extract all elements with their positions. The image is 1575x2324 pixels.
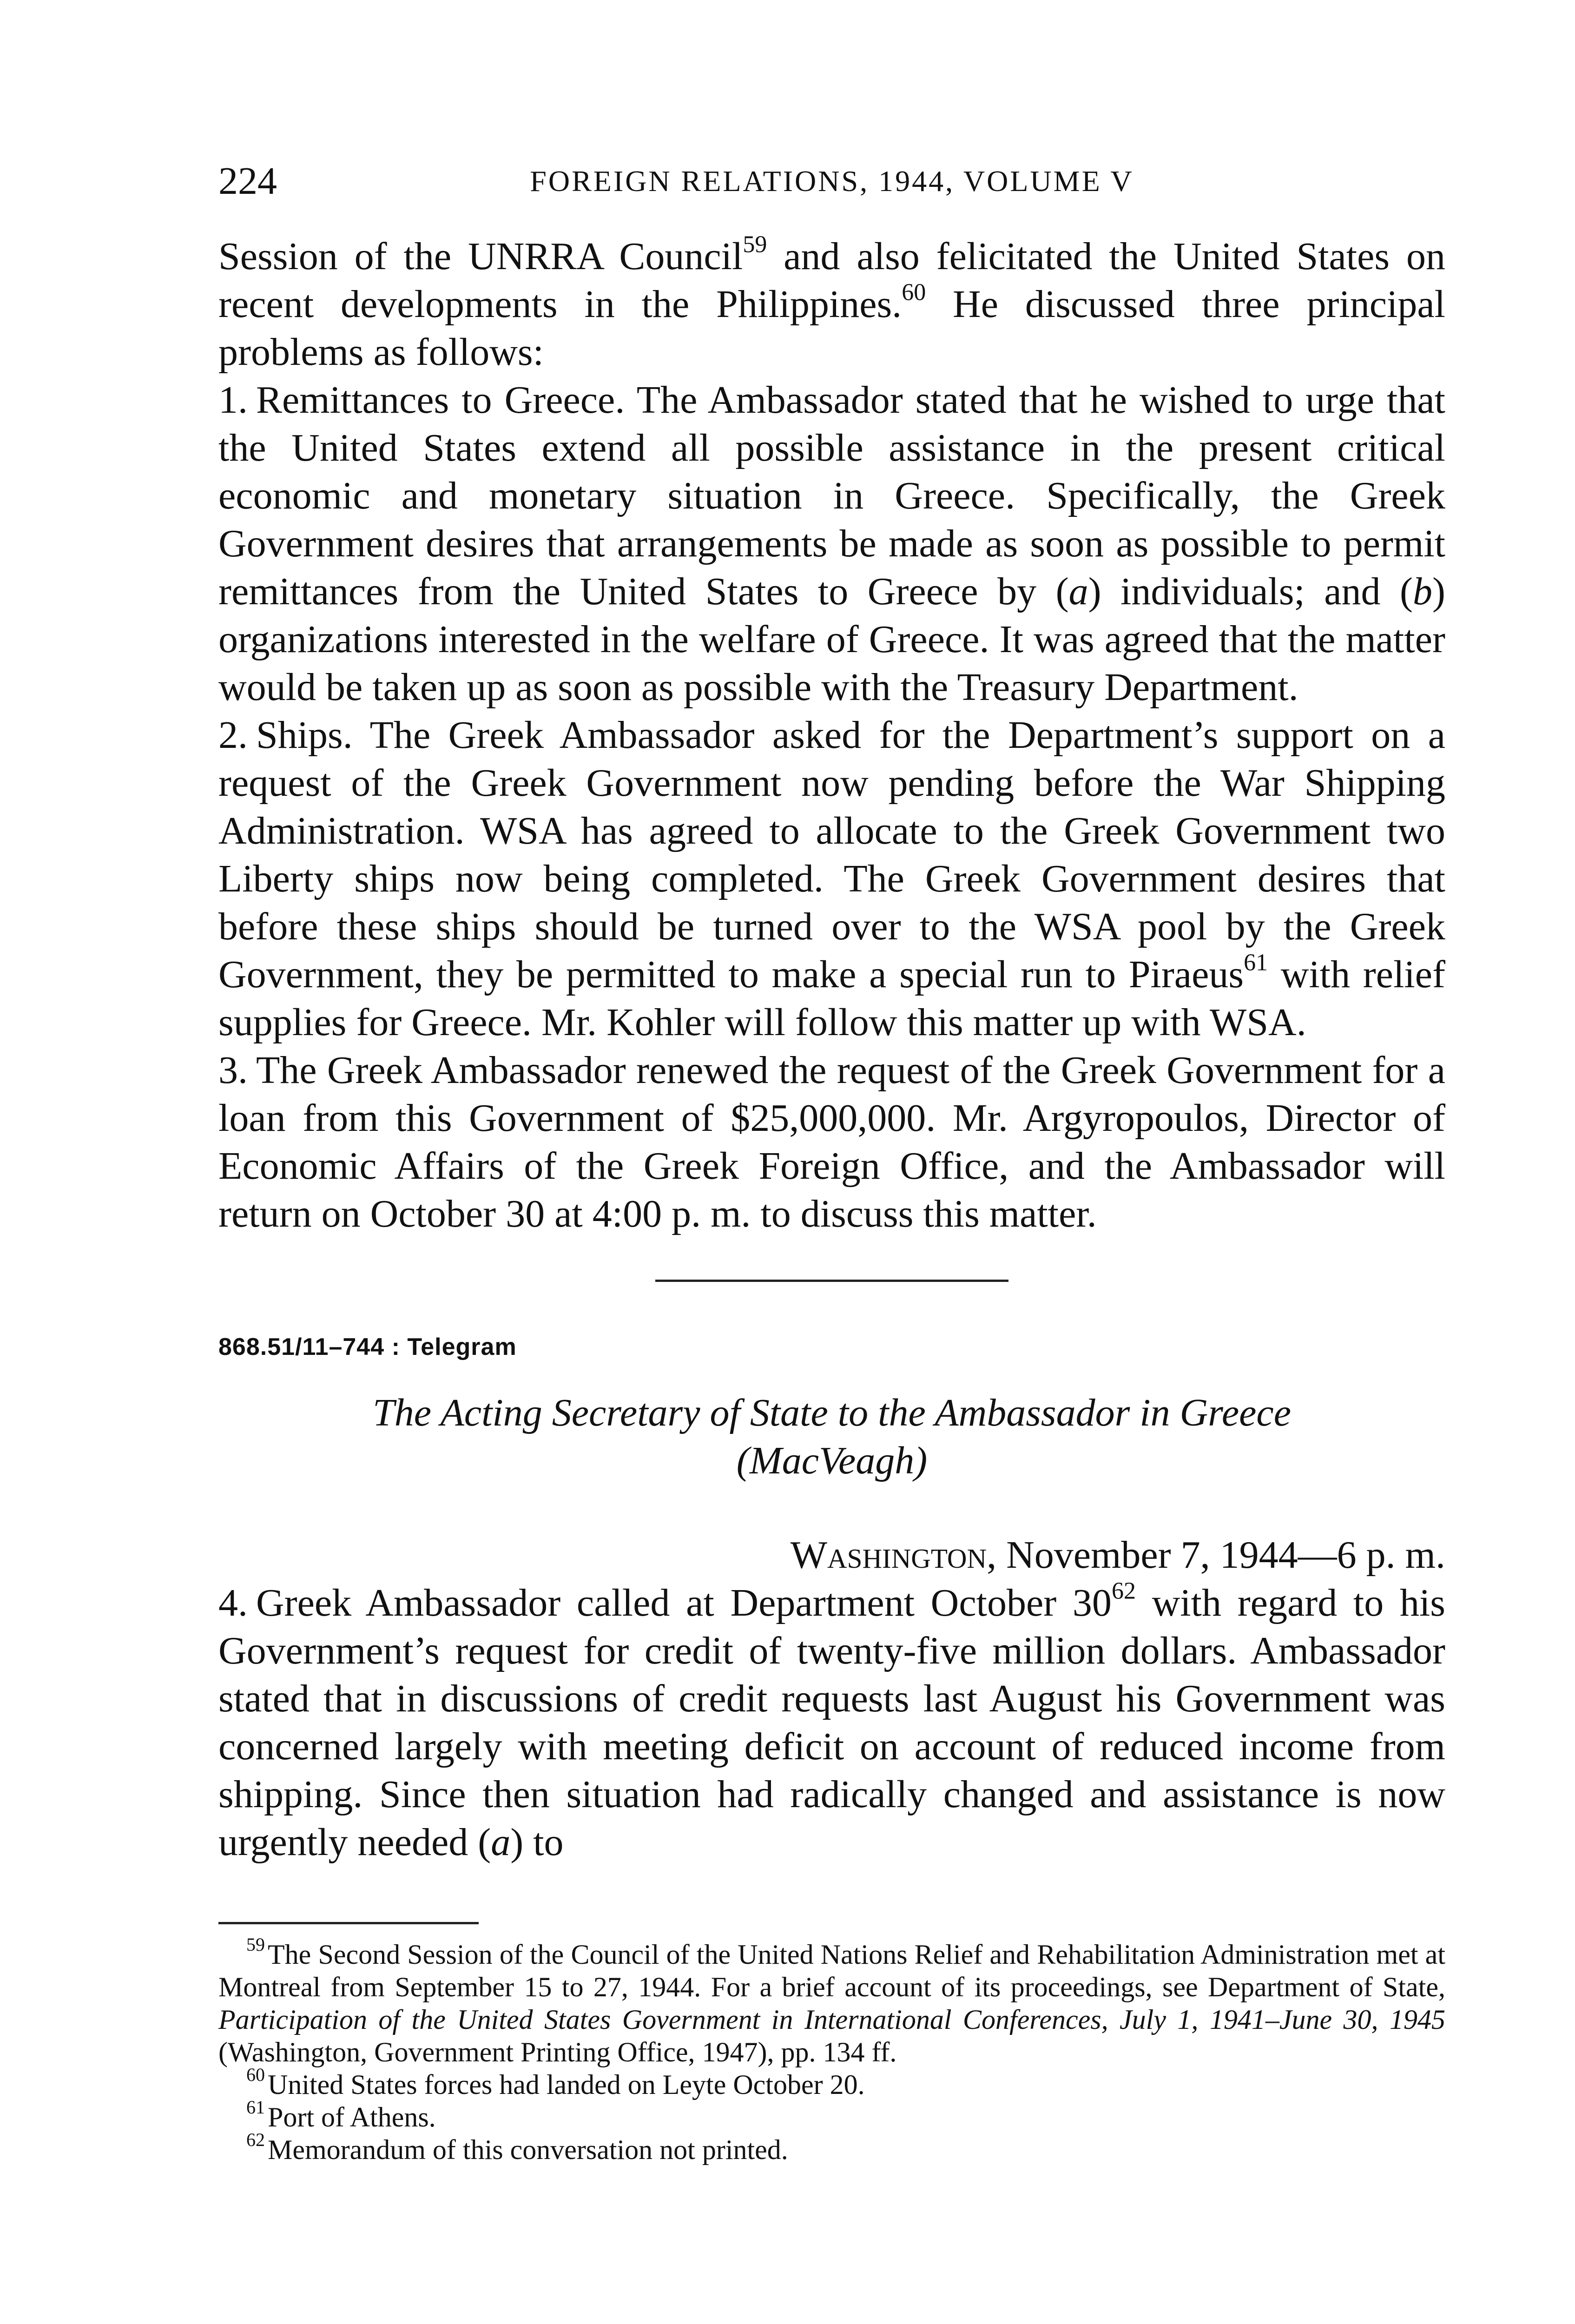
footnote-61	[218, 2097, 1445, 2133]
footnote-mark: 61	[246, 2097, 265, 2118]
text-run: Port of Athens.	[268, 2102, 436, 2133]
publication-title: Participation of the United States Government in International Conferences, July 1, 1941–June 30, 1945	[218, 2004, 1445, 2035]
footnote-divider	[218, 1922, 479, 1924]
telegram-paragraph	[218, 1579, 1445, 1866]
footnote-mark: 60	[246, 2064, 265, 2085]
footnote-ref-60[interactable]: 60	[902, 279, 926, 306]
item-heading: Ships.	[256, 713, 353, 757]
item-loan	[218, 1046, 1445, 1238]
item-number: 1.	[218, 378, 248, 422]
dateline-place: Washington	[790, 1533, 987, 1577]
text-run: Session of the UNRRA Council	[218, 235, 743, 278]
page-number: 224	[218, 159, 277, 203]
title-line-2: (MacVeagh)	[736, 1439, 928, 1482]
item-remittances	[218, 376, 1445, 711]
footnote-ref-59[interactable]: 59	[743, 231, 767, 258]
text-run: ) to	[510, 1821, 564, 1864]
text-run: The Second Session of the Council of the United Nations Relief and Rehabilitation Administration met at Montreal from September 15 to 27, 1944. For a brief account of its proceedings, see Department of State,	[218, 1939, 1445, 2002]
page-header	[218, 158, 1445, 205]
footnote-mark: 59	[246, 1934, 265, 1955]
text-run: Memorandum of this conversation not printed.	[268, 2134, 788, 2165]
continuation-paragraph	[218, 232, 1445, 376]
item-ships	[218, 711, 1445, 1046]
footnote-60	[218, 2064, 1445, 2101]
text-run: United States forces had landed on Leyte October 20.	[268, 2069, 865, 2100]
footnote-62	[218, 2129, 1445, 2166]
text-run: and also felicitated the United States on recent developments in the Philippines.	[218, 235, 1446, 326]
dateline-date: , November 7, 1944—6 p. m.	[987, 1533, 1445, 1577]
item-heading: Remittances to Greece.	[256, 378, 625, 422]
document-title	[218, 1389, 1445, 1485]
main-text	[218, 232, 1445, 1238]
text-run: The Greek Ambassador asked for the Department’s support on a request of the Greek Government now pending before the War Shipping Administration. WSA has agreed to allocate to the Greek Government two Liberty ships now being completed. The Greek Government desires that before these ships should be turned over to the WSA pool by the Greek Government, they be permitted to make a special run to Piraeus	[218, 713, 1445, 996]
item-number: 3.	[218, 1049, 248, 1092]
text-run: with relief supplies for Greece. Mr. Kohler will follow this matter up with WSA.	[218, 953, 1445, 1044]
text-run: ) individuals; and (	[1088, 570, 1413, 613]
telegram-text	[218, 1579, 1445, 1866]
file-reference: 868.51/11–744 : Telegram	[218, 1334, 517, 1360]
text-run: The Ambassador stated that he wished to urge that the United States extend all possible assistance in the present critical economic and monetary situation in Greece. Specifically, the Greek Government desires that arrangements be made as soon as possible to permit remittances from the United States to Greece by (	[218, 378, 1445, 613]
text-run: He discussed three principal problems as follows:	[218, 283, 1445, 374]
text-run: (Washington, Government Printing Office, 1947), pp. 134 ff.	[218, 2037, 897, 2067]
enum-a: a	[491, 1821, 511, 1864]
document-page	[218, 158, 1445, 2166]
text-run: ) organizations interested in the welfare of Greece. It was agreed that the matter would be taken up as soon as possible with the Treasury Department.	[218, 570, 1445, 709]
item-number: 4.	[218, 1581, 248, 1624]
text-run: The Greek Ambassador renewed the request of the Greek Government for a loan from this Government of $25,000,000. Mr. Argyropoulos, Director of Economic Affairs of the Greek Foreign Office, and the Ambassador will return on October 30 at 4:00 p. m. to discuss this matter.	[218, 1049, 1445, 1235]
running-head: FOREIGN RELATIONS, 1944, VOLUME V	[530, 165, 1134, 198]
footnotes	[218, 1934, 1445, 2166]
title-line-1: The Acting Secretary of State to the Ambassador in Greece	[373, 1391, 1291, 1434]
text-run: Greek Ambassador called at Department October 30	[256, 1581, 1112, 1624]
dateline	[218, 1531, 1445, 1579]
footnote-ref-61[interactable]: 61	[1244, 949, 1268, 976]
footnote-mark: 62	[246, 2129, 265, 2150]
item-number: 2.	[218, 713, 248, 757]
enum-a: a	[1068, 570, 1088, 613]
footnote-ref-62[interactable]: 62	[1111, 1578, 1136, 1604]
enum-b: b	[1413, 570, 1433, 613]
text-run: with regard to his Government’s request for credit of twenty-five million dollars. Ambassador stated that in discussions of credit requests last August his Government was concerned largely with meeting deficit on account of reduced income from shipping. Since then situation had radically changed and assistance is now urgently needed (	[218, 1581, 1445, 1864]
section-divider	[655, 1280, 1008, 1282]
footnote-59	[218, 1934, 1445, 2068]
